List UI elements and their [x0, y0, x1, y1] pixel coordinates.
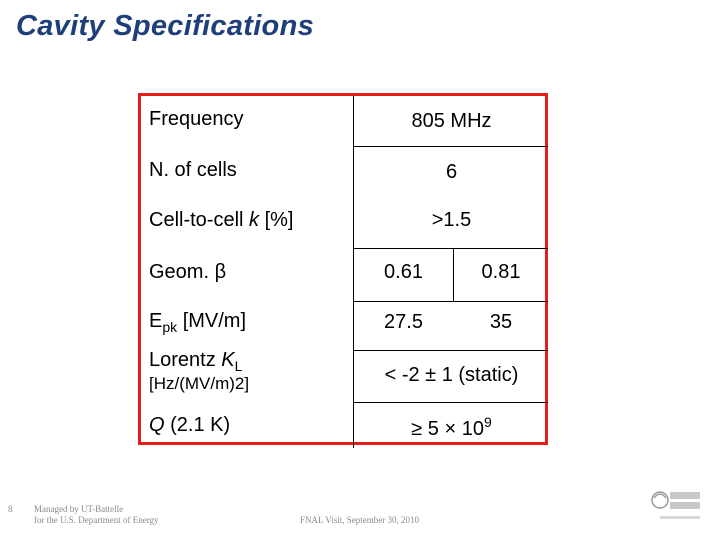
q-label — [149, 414, 230, 437]
footer-event: FNAL Visit, September 30, 2010 — [300, 515, 419, 525]
row-line — [353, 402, 548, 403]
geom-value-2: 0.81 — [481, 261, 521, 283]
row-line — [353, 301, 548, 302]
page-title: Cavity Specifications — [16, 10, 315, 42]
page-number: 8 — [8, 504, 13, 514]
frequency-label: Frequency — [149, 108, 244, 130]
q-value-exponent: 9 — [483, 414, 492, 430]
lorentz-label-sub: L — [234, 358, 243, 374]
epk-label-post: [MV/m] — [177, 310, 247, 332]
epk-label-main: E — [149, 310, 163, 332]
coupling-label — [149, 209, 293, 232]
row-line — [353, 146, 548, 147]
frequency-value: 805 MHz — [411, 110, 492, 132]
beta-symbol: β — [214, 261, 227, 283]
geom-label — [149, 261, 226, 284]
managed-by-line2: for the U.S. Department of Energy — [34, 515, 159, 525]
q-label-post: (2.1 K) — [164, 414, 231, 436]
geom-value-1: 0.61 — [384, 261, 423, 283]
cells-label: N. of cells — [149, 159, 237, 181]
cells-value: 6 — [445, 161, 458, 183]
lorentz-label-pre: Lorentz — [149, 349, 222, 371]
epk-label — [149, 310, 246, 335]
epk-value-1: 27.5 — [384, 311, 423, 333]
row-line — [353, 248, 548, 249]
coupling-label-pre: Cell-to-cell — [149, 209, 250, 231]
spec-table — [138, 93, 548, 445]
oak-ridge-logo-icon — [646, 486, 706, 526]
lorentz-label — [149, 349, 242, 374]
geom-label-pre: Geom. — [149, 261, 215, 283]
lorentz-label-k: K — [221, 349, 235, 371]
managed-by-line1: Managed by UT-Battelle — [34, 504, 124, 514]
q-label-q: Q — [149, 414, 165, 436]
epk-label-sub: pk — [162, 319, 178, 335]
lorentz-label-units: [Hz/(MV/m)2] — [149, 374, 250, 393]
coupling-label-k: k — [249, 209, 260, 231]
coupling-label-post: [%] — [259, 209, 294, 231]
epk-value-2: 35 — [489, 311, 513, 333]
q-value-main: ≥ 5 × 10 — [411, 418, 484, 440]
coupling-value: >1.5 — [431, 209, 472, 231]
row-line — [353, 350, 548, 351]
q-value — [354, 414, 549, 441]
lorentz-value: < -2 ± 1 (static) — [384, 364, 519, 386]
